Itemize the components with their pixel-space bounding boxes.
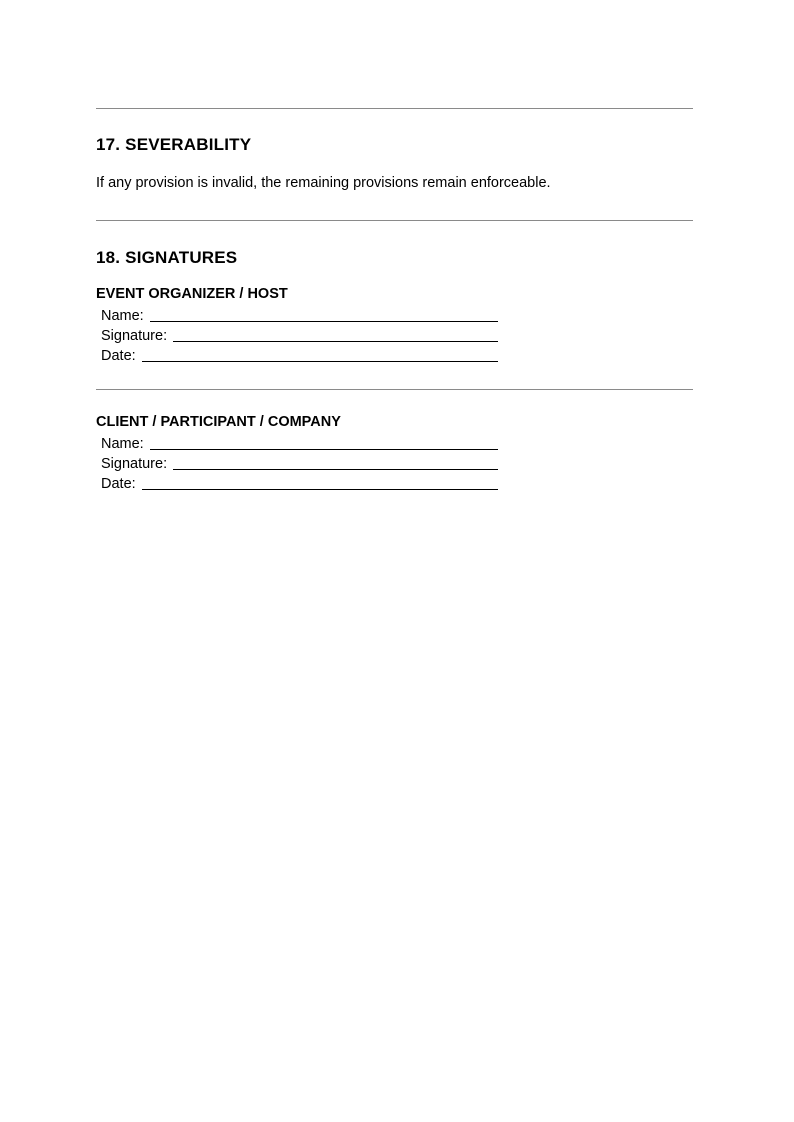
field-label-signature: Signature: xyxy=(101,456,168,472)
signature-blank-line xyxy=(142,488,498,490)
signatures-heading: 18. SIGNATURES xyxy=(96,248,238,267)
signature-field-name xyxy=(101,433,498,453)
field-label-date: Date: xyxy=(101,476,136,492)
section-divider-middle xyxy=(96,220,693,221)
signature-blank-line xyxy=(142,360,498,362)
signature-block-organizer xyxy=(96,286,693,365)
field-label-name: Name: xyxy=(101,308,144,324)
severability-body-text: If any provision is invalid, the remaining provisions remain enforceable. xyxy=(96,175,551,191)
signature-field-signature xyxy=(101,325,498,345)
field-label-name: Name: xyxy=(101,436,144,452)
signature-blank-line xyxy=(173,468,498,470)
signature-blank-line xyxy=(173,340,498,342)
signature-field-name xyxy=(101,305,498,325)
signature-block-title-client: CLIENT / PARTICIPANT / COMPANY xyxy=(96,414,341,430)
section-divider-top xyxy=(96,108,693,109)
field-label-signature: Signature: xyxy=(101,328,168,344)
signature-blank-line xyxy=(150,320,498,322)
section-divider-between-blocks xyxy=(96,389,693,390)
signature-field-date xyxy=(101,473,498,493)
signature-block-client xyxy=(96,414,693,493)
signature-field-signature xyxy=(101,453,498,473)
severability-heading: 17. SEVERABILITY xyxy=(96,135,252,154)
signature-block-title-organizer: EVENT ORGANIZER / HOST xyxy=(96,286,288,302)
signature-field-date xyxy=(101,345,498,365)
signature-blank-line xyxy=(150,448,498,450)
field-label-date: Date: xyxy=(101,348,136,364)
